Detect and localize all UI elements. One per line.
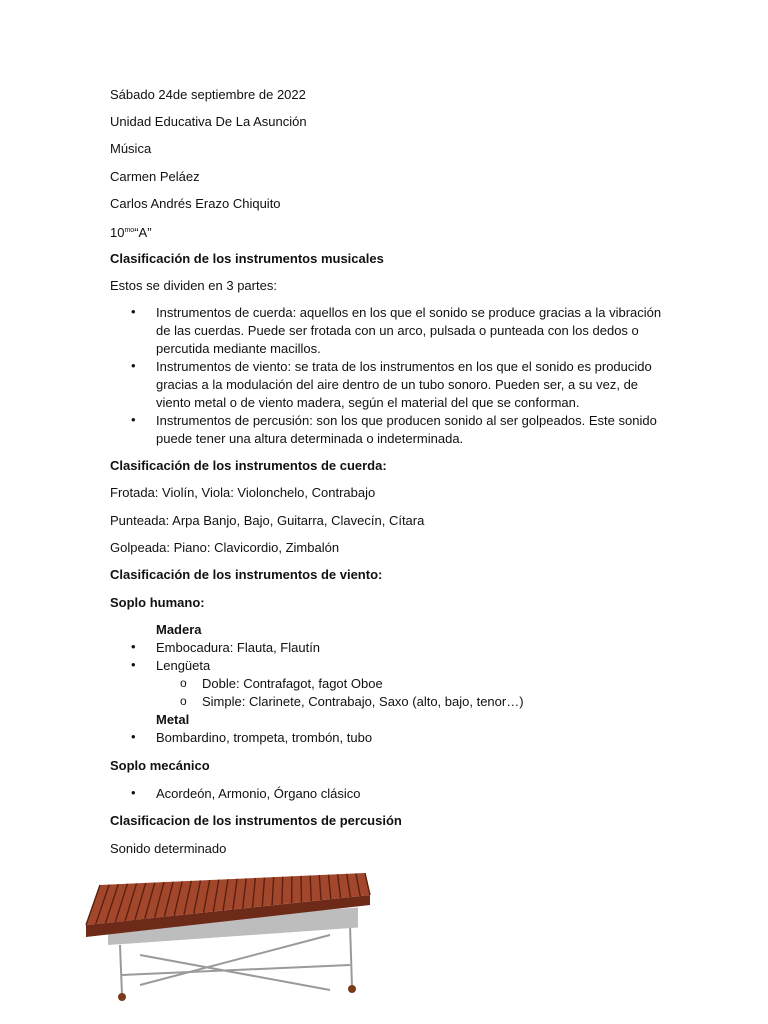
grade-line [110, 222, 152, 242]
subject-line: Música [110, 141, 152, 156]
wheel [118, 993, 126, 1001]
cuerda-frotada: Frotada: Violín, Viola: Violonchelo, Contrabajo [110, 485, 376, 500]
section-heading-classification: Clasificación de los instrumentos musicales [110, 251, 384, 266]
date-line: Sábado 24de septiembre de 2022 [110, 87, 306, 102]
marimba-image [80, 865, 375, 1005]
marimba-bar-edge [282, 877, 283, 905]
bullet-marker: • [131, 304, 136, 319]
grade-superscript: mo [124, 227, 135, 234]
bullet-marker: • [131, 729, 136, 744]
bullet-marker: • [131, 657, 136, 672]
wheel [348, 985, 356, 993]
bullet-cuerda: Instrumentos de cuerda: aquellos en los que el sonido se produce gracias a la vibración de las cuerdas. Puede ser frotada con un arco, pulsada o punteada con los dedos o percutida mediante macillos. [156, 305, 662, 356]
section-heading-viento: Clasificación de los instrumentos de viento: [110, 567, 383, 582]
cuerda-punteada: Punteada: Arpa Banjo, Bajo, Guitarra, Clavecín, Cítara [110, 513, 425, 528]
teacher-line: Carmen Peláez [110, 169, 200, 184]
school-line: Unidad Educativa De La Asunción [110, 114, 307, 129]
section-heading-percusion: Clasificacion de los instrumentos de percusión [110, 813, 402, 828]
bullet-marker: • [131, 412, 136, 427]
cuerda-golpeada: Golpeada: Piano: Clavicordio, Zimbalón [110, 540, 340, 555]
sub-bullet-marker: o [180, 676, 187, 690]
grade-section: “A” [134, 225, 152, 240]
metal-subheading: Metal [156, 712, 190, 727]
sub-bullet-doble: Doble: Contrafagot, fagot Oboe [202, 676, 383, 691]
grade-number: 10 [110, 225, 125, 240]
madera-subheading: Madera [156, 622, 202, 637]
sub-bullet-marker: o [180, 694, 187, 708]
intro-line: Estos se dividen en 3 partes: [110, 278, 277, 293]
bullet-marker: • [131, 639, 136, 654]
student-line: Carlos Andrés Erazo Chiquito [110, 196, 281, 211]
bullet-embocadura: Embocadura: Flauta, Flautín [156, 640, 321, 655]
bullet-lengueta: Lengüeta [156, 658, 211, 673]
bullet-metal-items: Bombardino, trompeta, trombón, tubo [156, 730, 373, 745]
sonido-determinado-label: Sonido determinado [110, 841, 227, 856]
soplo-mecanico-heading: Soplo mecánico [110, 758, 210, 773]
bullet-marker: • [131, 358, 136, 373]
section-heading-cuerda: Clasificación de los instrumentos de cuerda: [110, 458, 387, 473]
bullet-marker: • [131, 785, 136, 800]
bullet-viento: Instrumentos de viento: se trata de los instrumentos en los que el sonido es producido gracias a la modulación del aire dentro de un tubo sonoro. Pueden ser, a su vez, de viento metal o de viento madera, según el material del que se conforman. [156, 359, 652, 410]
sub-bullet-simple: Simple: Clarinete, Contrabajo, Saxo (alto, bajo, tenor…) [202, 694, 524, 709]
bullet-mecanico-items: Acordeón, Armonio, Órgano clásico [156, 786, 361, 801]
soplo-humano-heading: Soplo humano: [110, 595, 205, 610]
bullet-percusion: Instrumentos de percusión: son los que producen sonido al ser golpeados. Este sonido puede tener una altura determinada o indeterminada. [156, 413, 657, 446]
